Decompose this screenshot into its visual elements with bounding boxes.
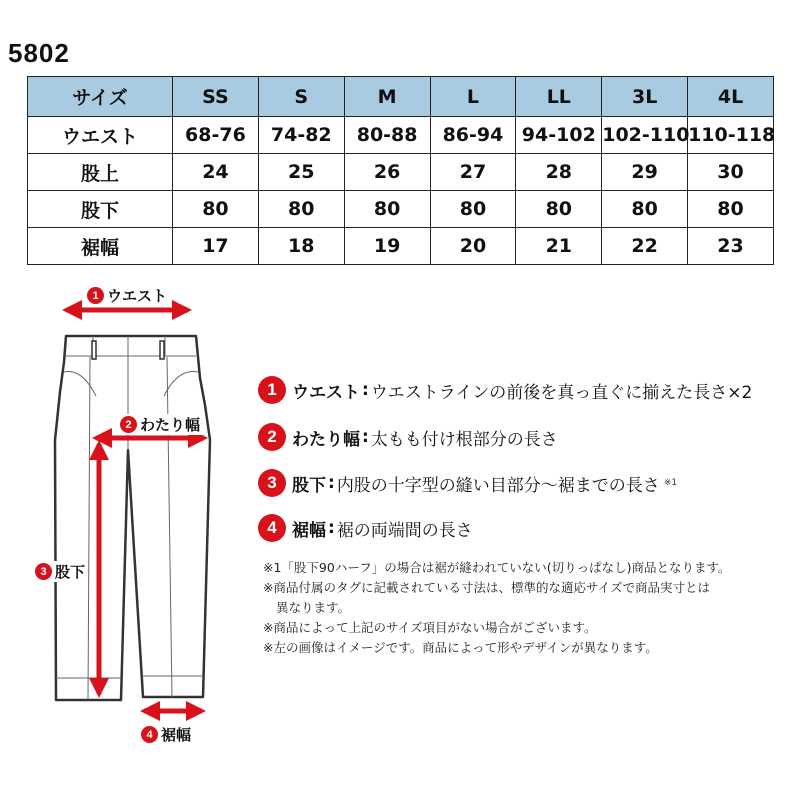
- number-1-icon: 1: [258, 376, 286, 404]
- note-line: ※左の画像はイメージです。商品によって形やデザインが異なります。: [263, 640, 658, 655]
- diagram-label-thigh: [120, 414, 202, 435]
- number-3-icon: 3: [258, 469, 286, 497]
- table-cell: 80: [516, 191, 602, 228]
- table-cell: 80: [173, 191, 259, 228]
- legend-desc: 裾の両端間の長さ: [336, 520, 473, 541]
- pants-outline: [55, 336, 210, 700]
- legend-colon: :: [328, 473, 335, 493]
- size-header-cell: SS: [173, 77, 259, 117]
- table-cell: 30: [688, 154, 774, 191]
- size-header-row: [28, 77, 774, 117]
- size-header-cell: M: [344, 77, 430, 117]
- table-cell: 18: [258, 228, 344, 265]
- table-row: [28, 117, 774, 154]
- size-header-cell: 3L: [602, 77, 688, 117]
- size-header-cell: S: [258, 77, 344, 117]
- legend-name: 股下: [292, 475, 326, 496]
- notes: [263, 558, 783, 658]
- size-header-cell: L: [430, 77, 516, 117]
- table-cell: 28: [516, 154, 602, 191]
- diagram-label-text: 裾幅: [161, 726, 192, 744]
- table-cell: 102-110: [602, 117, 688, 154]
- legend-item: [258, 422, 558, 452]
- legend-item: [258, 468, 677, 498]
- table-cell: 80: [258, 191, 344, 228]
- diagram-label-text: 股下: [55, 563, 86, 581]
- legend-item: [258, 375, 752, 405]
- table-cell: 20: [430, 228, 516, 265]
- number-3-icon: 3: [35, 563, 52, 580]
- table-cell: 25: [258, 154, 344, 191]
- table-cell: 27: [430, 154, 516, 191]
- diagram-label-inseam: [35, 561, 87, 582]
- row-label: 裾幅: [28, 228, 173, 265]
- footnote-mark: ※1: [663, 478, 678, 488]
- table-cell: 26: [344, 154, 430, 191]
- note-line: ※商品付属のタグに記載されている寸法は、標準的な適応サイズで商品実寸とは: [263, 580, 710, 595]
- table-cell: 19: [344, 228, 430, 265]
- legend-name: ウエスト: [292, 382, 360, 403]
- size-table: [27, 76, 774, 265]
- pants-diagram: [0, 280, 260, 750]
- table-cell: 80: [688, 191, 774, 228]
- size-header-cell: 4L: [688, 77, 774, 117]
- size-header-label: サイズ: [28, 77, 173, 117]
- row-label: ウエスト: [28, 117, 173, 154]
- diagram-label-text: ウエスト: [107, 287, 168, 305]
- table-cell: 23: [688, 228, 774, 265]
- product-code: 5802: [8, 38, 70, 68]
- table-cell: 21: [516, 228, 602, 265]
- legend-desc: 内股の十字型の縫い目部分～裾までの長さ: [336, 475, 660, 496]
- table-cell: 68-76: [173, 117, 259, 154]
- table-cell: 29: [602, 154, 688, 191]
- diagram-label-text: わたり幅: [140, 416, 201, 434]
- legend-colon: :: [328, 518, 335, 538]
- table-cell: 80-88: [344, 117, 430, 154]
- legend-name: わたり幅: [292, 429, 360, 450]
- table-cell: 74-82: [258, 117, 344, 154]
- number-4-icon: 4: [258, 514, 286, 542]
- row-label: 股上: [28, 154, 173, 191]
- table-row: [28, 154, 774, 191]
- size-header-cell: LL: [516, 77, 602, 117]
- table-cell: 22: [602, 228, 688, 265]
- table-cell: 17: [173, 228, 259, 265]
- legend-item: [258, 513, 473, 543]
- legend-colon: :: [362, 427, 369, 447]
- legend-desc: ウエストラインの前後を真っ直ぐに揃えた長さ×2: [370, 382, 753, 403]
- legend-name: 裾幅: [292, 520, 326, 541]
- diagram-label-hem: [141, 724, 191, 745]
- table-cell: 94-102: [516, 117, 602, 154]
- row-label: 股下: [28, 191, 173, 228]
- table-cell: 80: [430, 191, 516, 228]
- table-cell: 86-94: [430, 117, 516, 154]
- legend-desc: 太もも付け根部分の長さ: [370, 429, 558, 450]
- table-row: [28, 228, 774, 265]
- number-1-icon: 1: [87, 287, 104, 304]
- legend-colon: :: [362, 380, 369, 400]
- number-2-icon: 2: [120, 416, 137, 433]
- table-cell: 110-118: [688, 117, 774, 154]
- number-4-icon: 4: [141, 726, 158, 743]
- table-cell: 24: [173, 154, 259, 191]
- table-cell: 80: [602, 191, 688, 228]
- note-line: ※商品によって上記のサイズ項目がない場合がございます。: [263, 620, 597, 635]
- table-row: [28, 191, 774, 228]
- note-line: 異なります。: [276, 600, 351, 615]
- diagram-label-waist: [87, 285, 169, 306]
- note-line: ※1「股下90ハーフ」の場合は裾が縫われていない(切りっぱなし)商品となります。: [263, 560, 731, 575]
- number-2-icon: 2: [258, 423, 286, 451]
- table-cell: 80: [344, 191, 430, 228]
